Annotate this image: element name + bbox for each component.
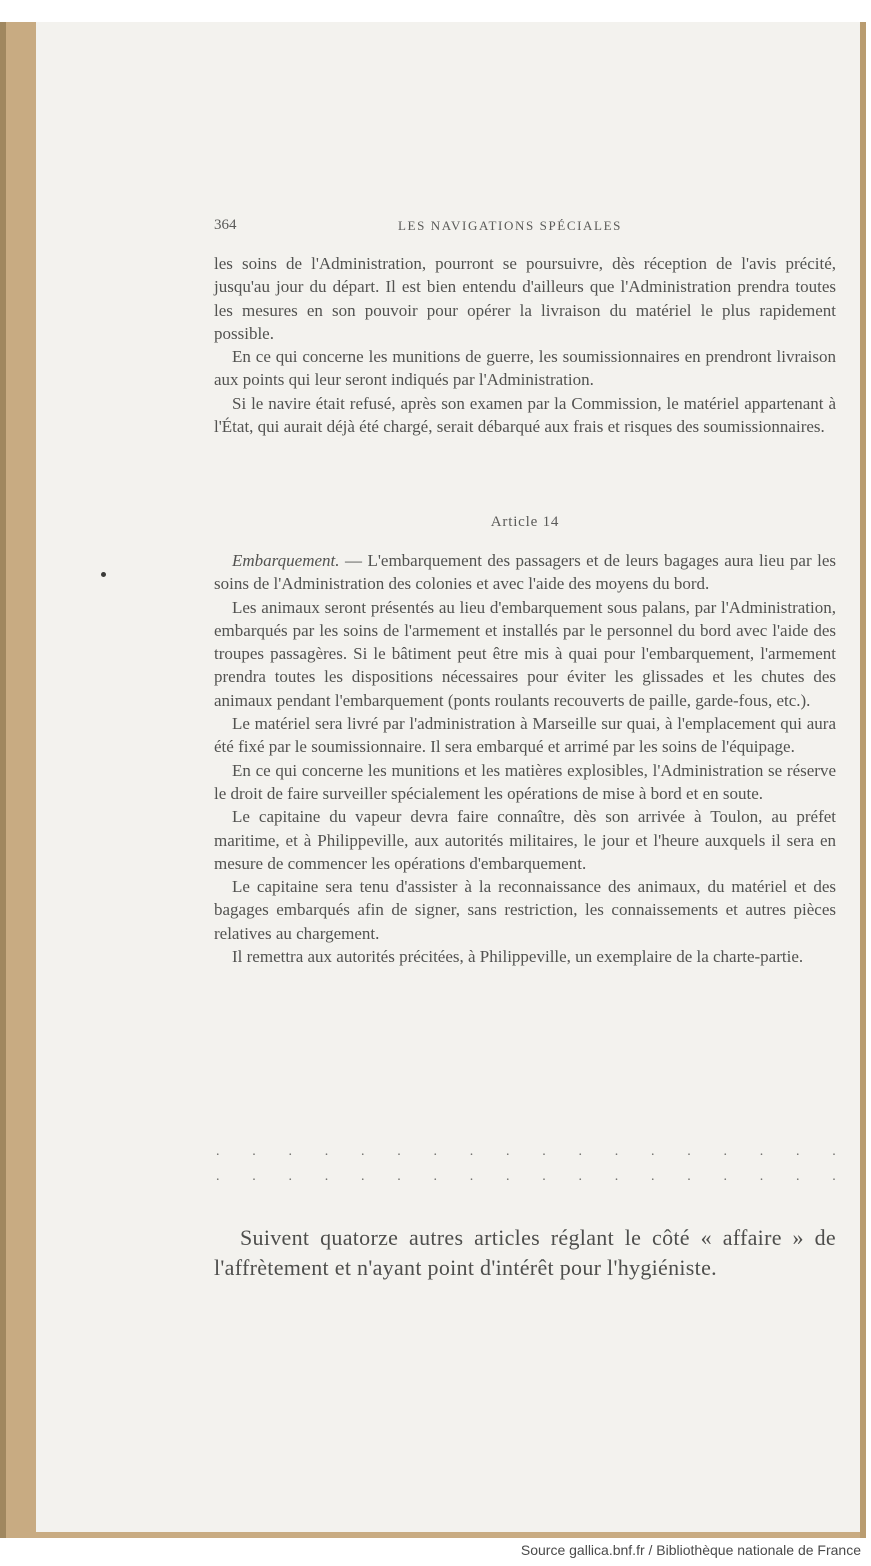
article-heading: Article 14 [490, 514, 560, 530]
ellipsis-dot: . [252, 1144, 256, 1159]
paragraph: Le capitaine du vapeur devra faire connaître, dès son arrivée à Toulon, au préfet maritime, et à Philippeville, aux autorités militaires, le jour et l'heure auxquels il sera en mesure de commencer les opérations d'embarquement. [214, 807, 836, 873]
ellipsis-dot: . [651, 1144, 655, 1159]
ellipsis-dot: . [832, 1169, 836, 1184]
ellipsis-dot: . [469, 1144, 474, 1159]
ellipsis-dot: . [288, 1144, 292, 1159]
ellipsis-dot: . [614, 1169, 619, 1184]
running-head [214, 217, 836, 237]
source-credit: Source gallica.bnf.fr / Bibliothèque nationale de France [520, 1542, 861, 1558]
ellipsis-dot: . [578, 1169, 582, 1184]
paragraph: En ce qui concerne les munitions de guerre, les soumissionnaires en prendront livraison aux points qui leur seront indiqués par l'Administration. [214, 347, 836, 390]
ellipsis-dot: . [433, 1169, 437, 1184]
ellipsis-dot: . [361, 1169, 365, 1184]
ellipsis-row [216, 1169, 836, 1185]
ellipsis-dot: . [723, 1144, 727, 1159]
closing-note [214, 1223, 836, 1283]
ellipsis-dot: . [469, 1169, 474, 1184]
article-body [214, 549, 836, 968]
ink-mark [101, 572, 106, 577]
running-title: LES NAVIGATIONS SPÉCIALES [398, 218, 622, 233]
ellipsis-dot: . [324, 1144, 329, 1159]
ellipsis-dot: . [288, 1169, 292, 1184]
continuation-text [214, 252, 836, 438]
ellipsis-dot: . [687, 1144, 691, 1159]
ellipsis-dot: . [759, 1144, 764, 1159]
ellipsis-dot: . [361, 1144, 365, 1159]
ellipsis-dot: . [796, 1144, 800, 1159]
ellipsis-dot: . [542, 1144, 546, 1159]
paragraph: Les animaux seront présentés au lieu d'embarquement sous palans, par l'Administration, embarqués par les soins de l'armement et installés par le personnel du bord avec l'aide des troupes passagères. Si le bâtiment peut être mis à quai pour l'embarquement, l'armement prendra toutes les dispositions nécessaires pour éviter les glissades et les chutes des animaux pendant l'embarquement (ponts roulants recouverts de paille, garde-fous, etc.). [214, 597, 836, 710]
ellipsis-dot: . [651, 1169, 655, 1184]
ellipsis-dot: . [723, 1169, 727, 1184]
page-number: 364 [214, 217, 237, 233]
ellipsis-dot: . [397, 1144, 401, 1159]
paragraph: Le capitaine sera tenu d'assister à la reconnaissance des animaux, du matériel et des bagages embarqués afin de signer, sans restriction, les connaissements et autres pièces relatives au chargement. [214, 877, 836, 943]
paragraph: les soins de l'Administration, pourront se poursuivre, dès réception de l'avis précité, jusqu'au jour du départ. Il est bien entendu d'ailleurs que l'Administration prendra toutes les mesures en son pouvoir pour opérer la livraison du matériel le plus rapidement possible. [214, 254, 836, 343]
page-fore-edge [860, 22, 866, 1538]
article-lead-paragraph [214, 549, 836, 596]
paragraph: Le matériel sera livré par l'administration à Marseille sur quai, à l'emplacement qui aura été fixé par le soumissionnaire. Il sera embarqué et arrimé par les soins de l'équipage. [214, 714, 836, 757]
paragraph: Il remettra aux autorités précitées, à Philippeville, un exemplaire de la charte-partie. [232, 947, 804, 967]
ellipsis-dot: . [433, 1144, 437, 1159]
ellipsis-dot: . [397, 1169, 401, 1184]
ellipsis-row [216, 1144, 836, 1160]
article-lead-title: Embarquement. [232, 551, 340, 570]
paragraph: Si le navire était refusé, après son examen par la Commission, le matériel appartenant à l'État, qui aurait déjà été chargé, serait débarqué aux frais et risques des soumissionnaires. [214, 393, 836, 437]
ellipsis-dot: . [324, 1169, 329, 1184]
ellipsis-dot: . [759, 1169, 764, 1184]
ellipsis-dot: . [506, 1144, 510, 1159]
ellipsis-dot: . [614, 1144, 619, 1159]
article-lead-text: — L'embarquement des passagers et de leurs bagages aura lieu par les soins de l'Administration des colonies et avec l'aide des moyens du bord. [214, 551, 836, 594]
page-stack-edge [0, 22, 6, 1538]
ellipsis-dot: . [252, 1169, 256, 1184]
ellipsis-dot: . [542, 1169, 546, 1184]
paragraph: En ce qui concerne les munitions et les matières explosibles, l'Administration se réserve le droit de faire surveiller spécialement les opérations de mise à bord et en soute. [214, 760, 836, 803]
ellipsis-dot: . [796, 1169, 800, 1184]
ellipsis-dot: . [216, 1144, 220, 1159]
ellipsis-dot: . [216, 1169, 220, 1184]
ellipsis-dot: . [506, 1169, 510, 1184]
closing-text: Suivent quatorze autres articles réglant le côté « affaire » de l'affrètement et n'ayant point d'intérêt pour l'hygiéniste. [214, 1225, 836, 1280]
ellipsis-dot: . [832, 1144, 836, 1159]
ellipsis-dot: . [578, 1144, 582, 1159]
ellipsis-dot: . [687, 1169, 691, 1184]
